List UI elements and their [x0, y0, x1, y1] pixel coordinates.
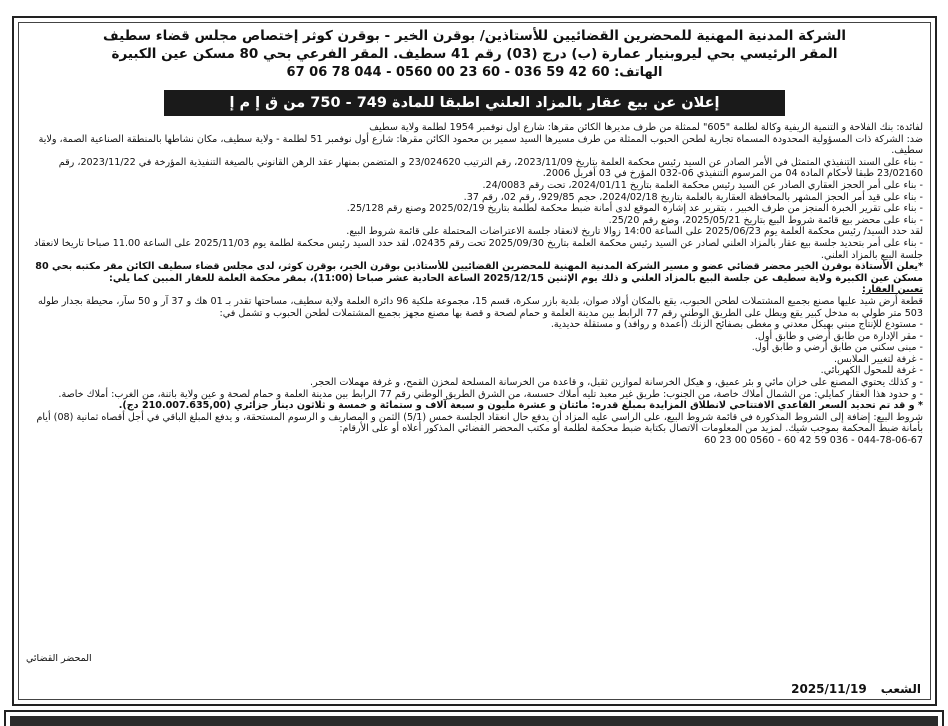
- paragraph-property-description: قطعة أرض شيد عليها مصنع بجميع المشتملات لطحن الحبوب، يقع بالمكان أولاد صوان، بلدية بازر سكرة، قسم 15، مجموعة ملكية 96 دائرة العلمة ولاية سطيف، مساحتها تقدر بـ 01 هك و 37 آر و 50 سآر، محيطة بجدار طوله 503 متر طولي به مدخل كبير يقع ويطل على الطريق الوطني رقم 77 الرابط بين مدينة العلمة و حمام لصحة و قصة بها مصنع مجهز بجميع المشتملات لطحن الحبوب و تشمل في:: [38, 295, 923, 319]
- paragraph-starting-price: * و قد تم تحديد السعر القاعدي الافتتاحي لانطلاق المزايدة بمبلغ قدره: مائتان و عشرة مليون و سبعة آلاف و ستمائة و خمسة و ثلاثون دينار جزائري (210.007.635,00 دج).: [118, 400, 923, 412]
- header: [22, 28, 927, 81]
- paragraph-objections-session: لقد حدد السيد/ رئيس محكمة العلمة يوم 2025/06/23 على الساعة 14:00 زوالا تاريخ لانعقاد جلسة الاعتراضات المحتملة على قائمة شروط البيع.: [346, 226, 923, 238]
- paragraph-sale-terms: شروط البيع: إضافة إلى الشروط المذكورة في قائمة شروط البيع، على الراسي عليه المزاد أن يدفع حال انعقاد الجلسة خمس (5/1) الثمن و المصاريف و الرسوم المستحقة، و يدفع المبلغ الباقي في أجل أقصاه ثمانية (08) أيام بأمانة ضبط المحكمة بموجب شيك. لمزيد من المعلومات الاتصال بكتابة ضبط محكمة لطلمة أو مكتب المحضر القضائي المذكور أعلاه أو على الأرقام:: [36, 411, 923, 435]
- newspaper-name: الشعب: [880, 682, 921, 696]
- next-announcement-frame: [4, 710, 944, 726]
- paragraph-auction-notice: *يعلن الأستاذة بوقرن الخير محضر قضائي عضو و مسير الشركة المدنية المهنية للمحضرين القضائيين للأستاذين بوقرن الخير، بوقرن كوثر، لدى مجلس قضاء سطيف الكائن مقر مكتبه بحي 80 مسكن عين الكبيرة ولاية سطيف عن جلسة البيع بالمزاد العلني و ذلك يوم الإثنين 2025/12/15 الساعة الحادية عشر صباحا (11:00)، بمقر محكمة العلمة للعقار المبين كما يلي:: [35, 261, 923, 284]
- paragraph-enforcement-title: - بناء على السند التنفيذي المتمثل في الأمر الصادر عن السيد رئيس محكمة العلمة بتاريخ 2023/11/09، رقم الترتيب 23/024620 و المتضمن بمنهار عقد الرهن القانوني بالصيغة التنفيذية المؤرخة في 2023/11/22، رقم 23/02160 طبقا لأحكام المادة 04 من المرسوم التنفيذي 06-032 المؤرخ في 03 أفريل 2006.: [58, 156, 923, 180]
- paragraph-expert-report: - بناء على تقرير الخبرة المنجز من طرف الخبير ، بتقرير عد إشارة الموقع لدى أمانة ضبط محكمة لطلمة بتاريخ 2025/02/19 وصنع رقم 25/128.: [346, 203, 923, 215]
- announcement-frame: [12, 16, 937, 706]
- announcement-body: [26, 122, 923, 670]
- paragraph-property-boundaries: - و حدود هذا العقار كمايلي: من الشمال أملاك خاصة، من الجنوب: طريق غير معبد تليه أملاك حسسة، من الشرق الطريق الوطني رقم 77 الرابط بين مدينة العلمة و حمام لصحة و عين ولاية باتنة، من الغرب: أملاك خاصة.: [58, 388, 923, 400]
- list-item-admin-building: - مقر الإدارة من طابق أرضي و طابق أول.: [754, 330, 923, 342]
- contact-phone-numbers: 044-78-06-67 - 036 59 42 60 - 0560 00 23 60: [704, 435, 923, 447]
- list-item-residential-building: - مبنى سكني من طابق أرضي و طابق أول.: [751, 342, 923, 354]
- paragraph-beneficiary: لفائدة: بنك الفلاحة و التنمية الريفية وكالة لطلمة "605" لممثلة من طرف مديرها الكائن مقرها: شارع أول نوفمبر 1954 لطلمة ولاية سطيف: [369, 122, 923, 133]
- property-description-heading: تعيين العقار:: [862, 284, 923, 296]
- paragraph-debtor: ضد: الشركة ذات المسؤولية المحدودة المسماة تجارية لطحن الحبوب الممثلة من طرف مسيرها السيد سمير بن محمود الكائن مقرها: شارع أول نوفمبر 51 لطلمة - ولاية سطيف، مكان نشاطها بالمنطقة الصناعية الصمة، ولاية سطيف.: [38, 133, 923, 157]
- list-item-other-facilities: - و كذلك يحتوي المصنع على خزان مائي و بئر عميق، و هيكل الخرسانة لموازين ثقيل، و قاعدة من الخرسانة المسلحة لمخزن القمح، و غرفة مهملات الحجر.: [309, 377, 923, 389]
- paragraph-session-order: - بناء على أمر بتحديد جلسة بيع عقار بالمزاد العلني لصادر عن السيد رئيس محكمة العلمة بتاريخ 2025/09/30 تحت رقم 02435، لقد حدد السيد رئيس محكمة لطلمة يوم 2025/11/03 على الساعة 11.00 صباحا تاريخا لانعقاد جلسة البيع بالمزاد العلني.: [33, 237, 923, 261]
- list-item-transformer-room: - غرفة للمحول الكهربائي.: [820, 365, 923, 377]
- list-item-changing-room: - غرفة لتغيير الملابس.: [834, 353, 923, 365]
- publication-date: 2025/11/19: [791, 682, 867, 696]
- paragraph-sale-conditions-record: - بناء على محضر بيع قائمة شروط البيع بتاريخ 2025/05/21، وضع رقم 25/20.: [608, 214, 923, 226]
- header-phone-line: الهاتف: 60 42 59 036 - 60 23 00 0560 - 044 78 06 67: [286, 65, 663, 80]
- next-announcement-banner: [10, 716, 938, 726]
- bailiff-signature: المحضر القضائي: [26, 653, 92, 664]
- header-company-line: الشركة المدنية المهنية للمحضرين القضائيين للأستاذين/ بوقرن الخير - بوقرن كوثر إختصاص مجلس قضاء سطيف: [103, 28, 846, 44]
- paragraph-seizure-order: - بناء على أمر الحجز العقاري الصادر عن السيد رئيس محكمة العلمة بتاريخ 2024/01/11، تحت رقم 24/0083.: [482, 179, 923, 191]
- paragraph-seizure-registration: - بناء على قيد أمر الحجز المشهر بالمحافظة العقارية بالعلمة بتاريخ 2024/02/18، حجم 929/85، رقم 02، رقم 37.: [463, 191, 923, 203]
- header-address-line: المقر الرئيسي بحي ليروبنيار عمارة (ب) درج (03) رقم 41 سطيف. المقر الفرعي بحي 80 مسكن عين الكبيرة: [111, 46, 838, 62]
- announcement-title-banner: إعلان عن بيع عقار بالمزاد العلني اطبقا للمادة 749 - 750 من ق إ م إ: [164, 90, 785, 116]
- footer: [777, 682, 921, 696]
- list-item-warehouse: - مستودع للإنتاج مبني بهيكل معدني و مغطى بصفائح الزنك (أعمدة و روافد) و مستقلة حديدية.: [550, 319, 923, 331]
